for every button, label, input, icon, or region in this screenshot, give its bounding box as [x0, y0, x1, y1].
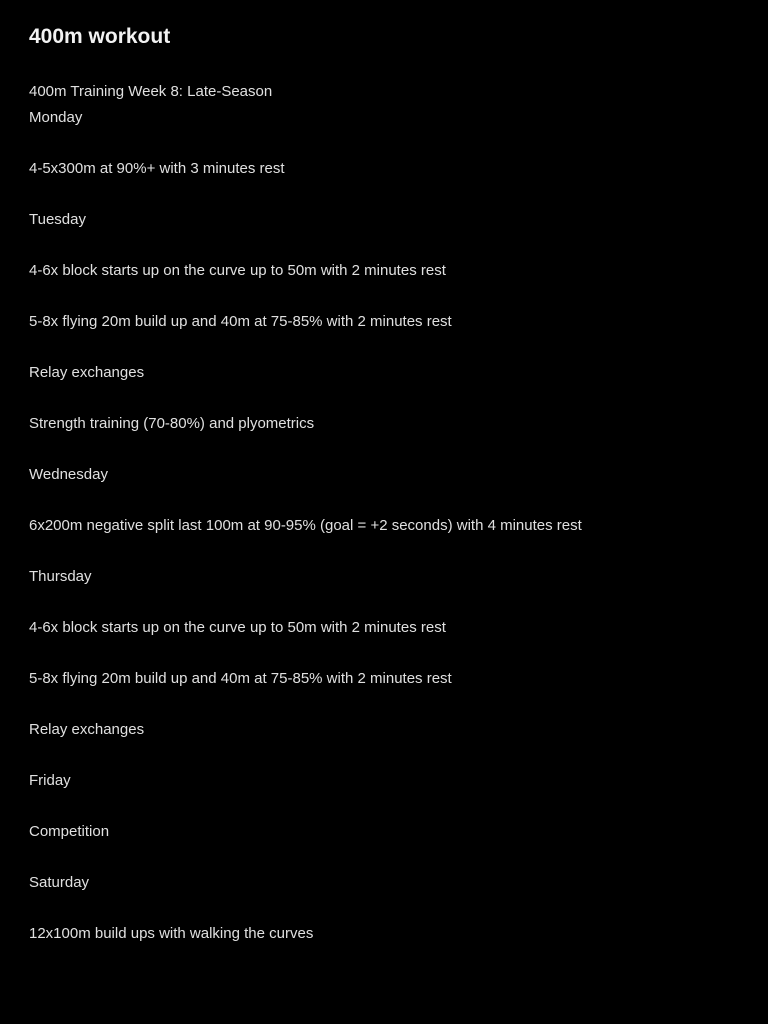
note-line[interactable]: 6x200m negative split last 100m at 90-95% (goal = +2 seconds) with 4 minutes rest: [29, 517, 582, 534]
note-line-day-saturday[interactable]: Saturday: [29, 874, 90, 891]
note-line[interactable]: 4-6x block starts up on the curve up to 50m with 2 minutes rest: [29, 262, 446, 279]
note-line[interactable]: 4-5x300m at 90%+ with 3 minutes rest: [29, 160, 285, 177]
note-line[interactable]: 12x100m build ups with walking the curves: [29, 925, 314, 942]
note-line[interactable]: 4-6x block starts up on the curve up to 50m with 2 minutes rest: [29, 619, 446, 636]
note-line[interactable]: Strength training (70-80%) and plyometrics: [29, 415, 315, 432]
note-line-day-thursday[interactable]: Thursday: [29, 568, 92, 585]
note-line[interactable]: 5-8x flying 20m build up and 40m at 75-85% with 2 minutes rest: [29, 313, 452, 330]
note-line[interactable]: Competition: [29, 823, 110, 840]
note-line[interactable]: Relay exchanges: [29, 364, 145, 381]
note-line-subtitle[interactable]: 400m Training Week 8: Late-Season: [29, 83, 273, 100]
note-line[interactable]: Relay exchanges: [29, 721, 145, 738]
note-line-day-wednesday[interactable]: Wednesday: [29, 466, 108, 483]
note-line-day-friday[interactable]: Friday: [29, 772, 71, 789]
note-title[interactable]: 400m workout: [29, 25, 171, 48]
note-line[interactable]: 5-8x flying 20m build up and 40m at 75-85% with 2 minutes rest: [29, 670, 452, 687]
note-line-day-monday[interactable]: Monday: [29, 109, 83, 126]
note-line-day-tuesday[interactable]: Tuesday: [29, 211, 86, 228]
